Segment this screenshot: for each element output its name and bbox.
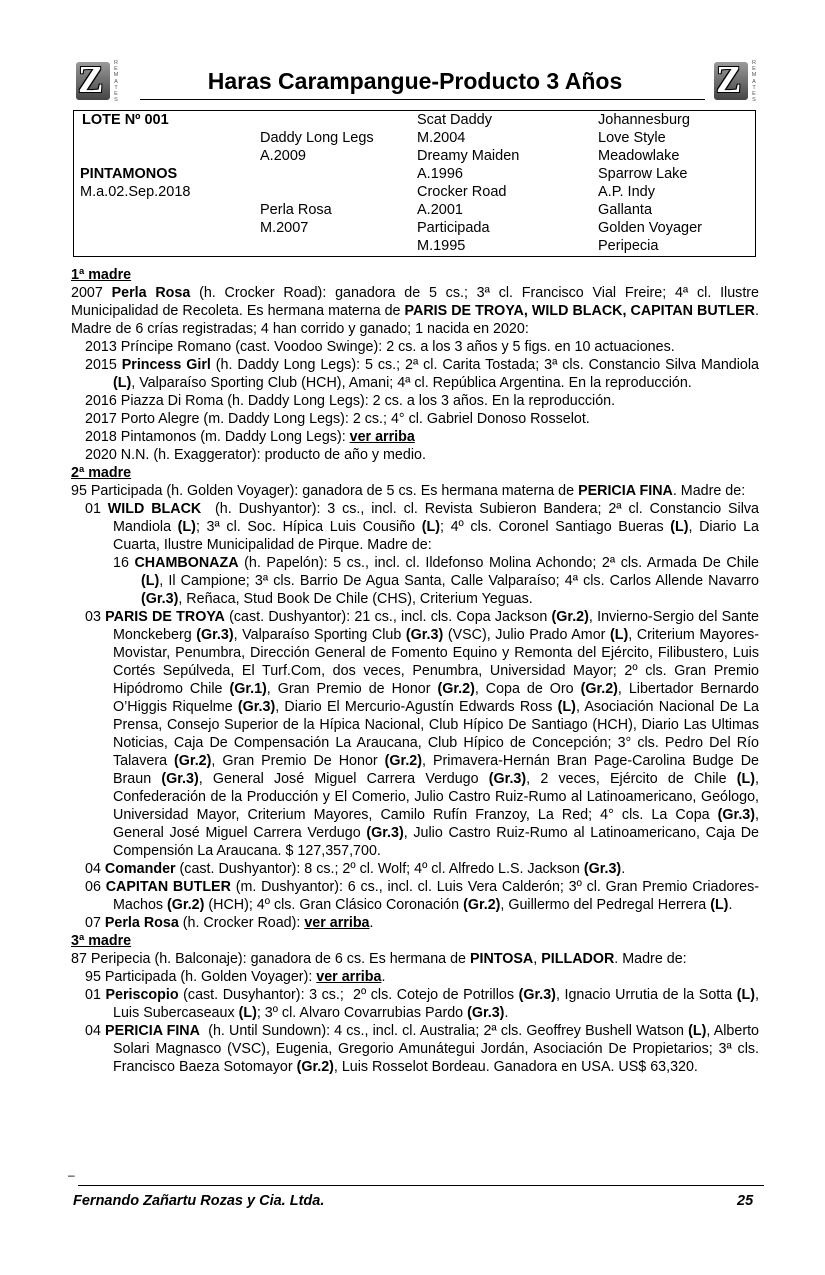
offspring-entry: 2016 Piazza Di Roma (h. Daddy Long Legs): 2 cs. a los 3 años. En la reproducción.	[85, 393, 616, 409]
dam-name: Perla Rosa	[260, 202, 332, 218]
great-grandparent-cell: Peripecia	[598, 238, 659, 254]
pedigree-notes	[71, 266, 759, 1076]
section-heading-second-dam: 2ª madre	[71, 465, 132, 481]
see-above-ref: ver arriba	[349, 429, 415, 445]
sire-info: A.2009	[260, 148, 306, 164]
dam-paragraph: 95 Participada (h. Golden Voyager): ganadora de 5 cs. Es hermana materna de PERICIA FINA. Madre de:	[71, 483, 746, 499]
grandparent-cell: M.2004	[417, 130, 466, 146]
great-grandparent-cell: Sparrow Lake	[598, 166, 688, 182]
offspring-entry: 07 Perla Rosa (h. Crocker Road): ver arriba.	[85, 915, 374, 931]
see-above-ref: ver arriba	[316, 969, 382, 985]
offspring-entry: 2018 Pintamonos (m. Daddy Long Legs): ver arriba	[85, 429, 415, 445]
offspring-entry: 04 Comander (cast. Dushyantor): 8 cs.; 2º cl. Wolf; 4º cl. Alfredo L.S. Jackson (Gr.3).	[85, 861, 626, 877]
offspring-entry: 01 WILD BLACK (h. Dushyantor): 3 cs., incl. cl. Revista Subieron Bandera; 2ª cl. Constancio Silva Mandiola (L); 3ª cl. Soc. Hípica Luis Cousiño (L); 4º cls. Coronel Santiago Bueras (L), Diario La Cuarta, Ilustre Municipalidad de Pirque. Madre de:	[85, 501, 760, 553]
offspring-entry: 2020 N.N. (h. Exaggerator): producto de año y medio.	[85, 447, 426, 463]
page-number: 25	[737, 1193, 754, 1209]
great-grandparent-cell: Meadowlake	[598, 148, 680, 164]
great-grandparent-cell: Gallanta	[598, 202, 653, 218]
offspring-entry: 04 PERICIA FINA (h. Until Sundown): 4 cs., incl. cl. Australia; 2ª cls. Geoffrey Bushell Watson (L), Alberto Solari Magnasco (VSC), Eugenia, Gregorio Amunátegui Jordán, Asociación De Propietarios; 3ª cls. Francisco Baeza Sotomayor (Gr.2), Luis Rosselot Bordeau. Ganadora en USA. US$ 63,320.	[85, 1023, 760, 1075]
great-grandparent-cell: A.P. Indy	[598, 184, 655, 200]
great-grandparent-cell: Golden Voyager	[598, 220, 702, 236]
lot-number: LOTE Nº 001	[82, 112, 169, 128]
footer-divider	[78, 1185, 764, 1186]
grandparent-cell: A.2001	[417, 202, 463, 218]
grandparent-cell: Crocker Road	[417, 184, 507, 200]
company-logo-left: Z R E M A T E S	[78, 59, 119, 104]
title-divider	[140, 99, 705, 100]
grandparent-cell: Scat Daddy	[417, 112, 492, 128]
grandparent-cell: Participada	[417, 220, 490, 236]
offspring-entry: 03 PARIS DE TROYA (cast. Dushyantor): 21 cs., incl. cls. Copa Jackson (Gr.2), Invierno-Sergio del Sante Monckeberg (Gr.3), Valparaíso Sporting Club (Gr.3) (VSC), Julio Prado Amor (L), Criterium Mayores-Movistar, Penumbra, Dirección General de Fomento Equino y Remonta del Ejército, Filibustero, Luis Cortés Sepúlveda, El Turf.Com, dos veces, Penumbra, Universidad Mayor; 2º cls. Gran Premio Hipódromo Chile (Gr.1), Gran Premio de Honor (Gr.2), Copa de Oro (Gr.2), Libertador Bernardo O’Higgis Riquelme (Gr.3), Diario El Mercurio-Agustín Edwards Ross (L), Asociación Nacional De La Prensa, Consejo Superior de la Hípica Nacional, Club Hípico De Santiago (HCH), Diario Las Ultimas Noticias, Caja De Compensación La Araucana, Club Hípico de Concepción; 3° cls. Pedro Del Río Talavera (Gr.2), Gran Premio De Honor (Gr.2), Primavera-Hernán Bran Page-Carolina Budge De Braun (Gr.3), General José Miguel Carrera Verdugo (Gr.3), 2 veces, Ejército de Chile (L), Confederación de la Producción y El Comerio, Julio Castro Ruiz-Rumo al Latinoamericano, Geólogo, Universidad Mayor, Criterium Mayores, Camilo Rufín Franzoy, La Red; 4° cls. La Copa (Gr.3), General José Miguel Carrera Verdugo (Gr.3), Julio Castro Ruiz-Rumo al Latinoamericano, Caja De Compensión La Araucana. $ 127,357,700.	[85, 609, 760, 859]
offspring-entry: 95 Participada (h. Golden Voyager): ver arriba.	[85, 969, 386, 985]
dam-info: M.2007	[260, 220, 309, 236]
offspring-entry: 2017 Porto Alegre (m. Daddy Long Legs): 2 cs.; 4° cl. Gabriel Donoso Rosselot.	[85, 411, 590, 427]
dam-paragraph: 2007 Perla Rosa (h. Crocker Road): ganadora de 5 cs.; 3ª cl. Francisco Vial Freire; 4ª cl. Ilustre Municipalidad de Recoleta. Es hermana materna de PARIS DE TROYA, WILD BLACK, CAPITAN BUTLER. Madre de 6 crías registradas; 4 han corrido y ganado; 1 nacida en 2020:	[71, 285, 759, 337]
offspring-entry: 2015 Princess Girl (h. Daddy Long Legs): 5 cs.; 2ª cl. Carita Tostada; 3ª cls. Constancio Silva Mandiola (L), Valparaíso Sporting Club (HCH), Amani; 4ª cl. República Argentina. En la reproducción.	[85, 357, 759, 391]
dam-paragraph: 87 Peripecia (h. Balconaje): ganadora de 6 cs. Es hermana de PINTOSA, PILLADOR. Madre de:	[71, 951, 687, 967]
great-grandparent-cell: Johannesburg	[598, 112, 690, 128]
grandparent-cell: A.1996	[417, 166, 463, 182]
horse-name: PINTAMONOS	[80, 166, 178, 182]
great-grandparent-cell: Love Style	[598, 130, 666, 146]
offspring-entry: 16 CHAMBONAZA (h. Papelón): 5 cs., incl. cl. Ildefonso Molina Achondo; 2ª cls. Armada De Chile (L), Il Campione; 3ª cls. Barrio De Agua Santa, Calle Valparaíso; 4ª cls. Carlos Allende Navarro (Gr.3), Reñaca, Stud Book De Chile (CHS), Criterium Yeguas.	[113, 555, 759, 607]
offspring-entry: 01 Periscopio (cast. Dusyhantor): 3 cs.; 2º cls. Cotejo de Potrillos (Gr.3), Ignacio Urrutia de la Sotta (L), Luis Subercaseaux (L); 3º cl. Alvaro Covarrubias Pardo (Gr.3).	[85, 987, 760, 1021]
footer-dash: –	[68, 1168, 75, 1182]
offspring-entry: 06 CAPITAN BUTLER (m. Dushyantor): 6 cs., incl. cl. Luis Vera Calderón; 3º cl. Gran Premio Criadores-Machos (Gr.2) (HCH); 4º cls. Gran Clásico Coronación (Gr.2), Guillermo del Pedregal Herrera (L).	[85, 879, 760, 913]
see-above-ref: ver arriba	[304, 915, 370, 931]
sire-name: Daddy Long Legs	[260, 130, 374, 146]
footer-company: Fernando Zañartu Rozas y Cia. Ltda.	[73, 1193, 325, 1209]
pedigree-table	[73, 110, 756, 257]
section-heading-third-dam: 3ª madre	[71, 933, 132, 949]
page-title: Haras Carampangue-Producto 3 Años	[207, 68, 623, 94]
horse-info: M.a.02.Sep.2018	[80, 184, 191, 200]
section-heading-first-dam: 1ª madre	[71, 267, 132, 283]
company-logo-right: Z R E M A T E S	[716, 59, 757, 104]
grandparent-cell: M.1995	[417, 238, 466, 254]
grandparent-cell: Dreamy Maiden	[417, 148, 520, 164]
offspring-entry: 2013 Príncipe Romano (cast. Voodoo Swinge): 2 cs. a los 3 años y 5 figs. en 10 actuaciones.	[85, 339, 675, 355]
